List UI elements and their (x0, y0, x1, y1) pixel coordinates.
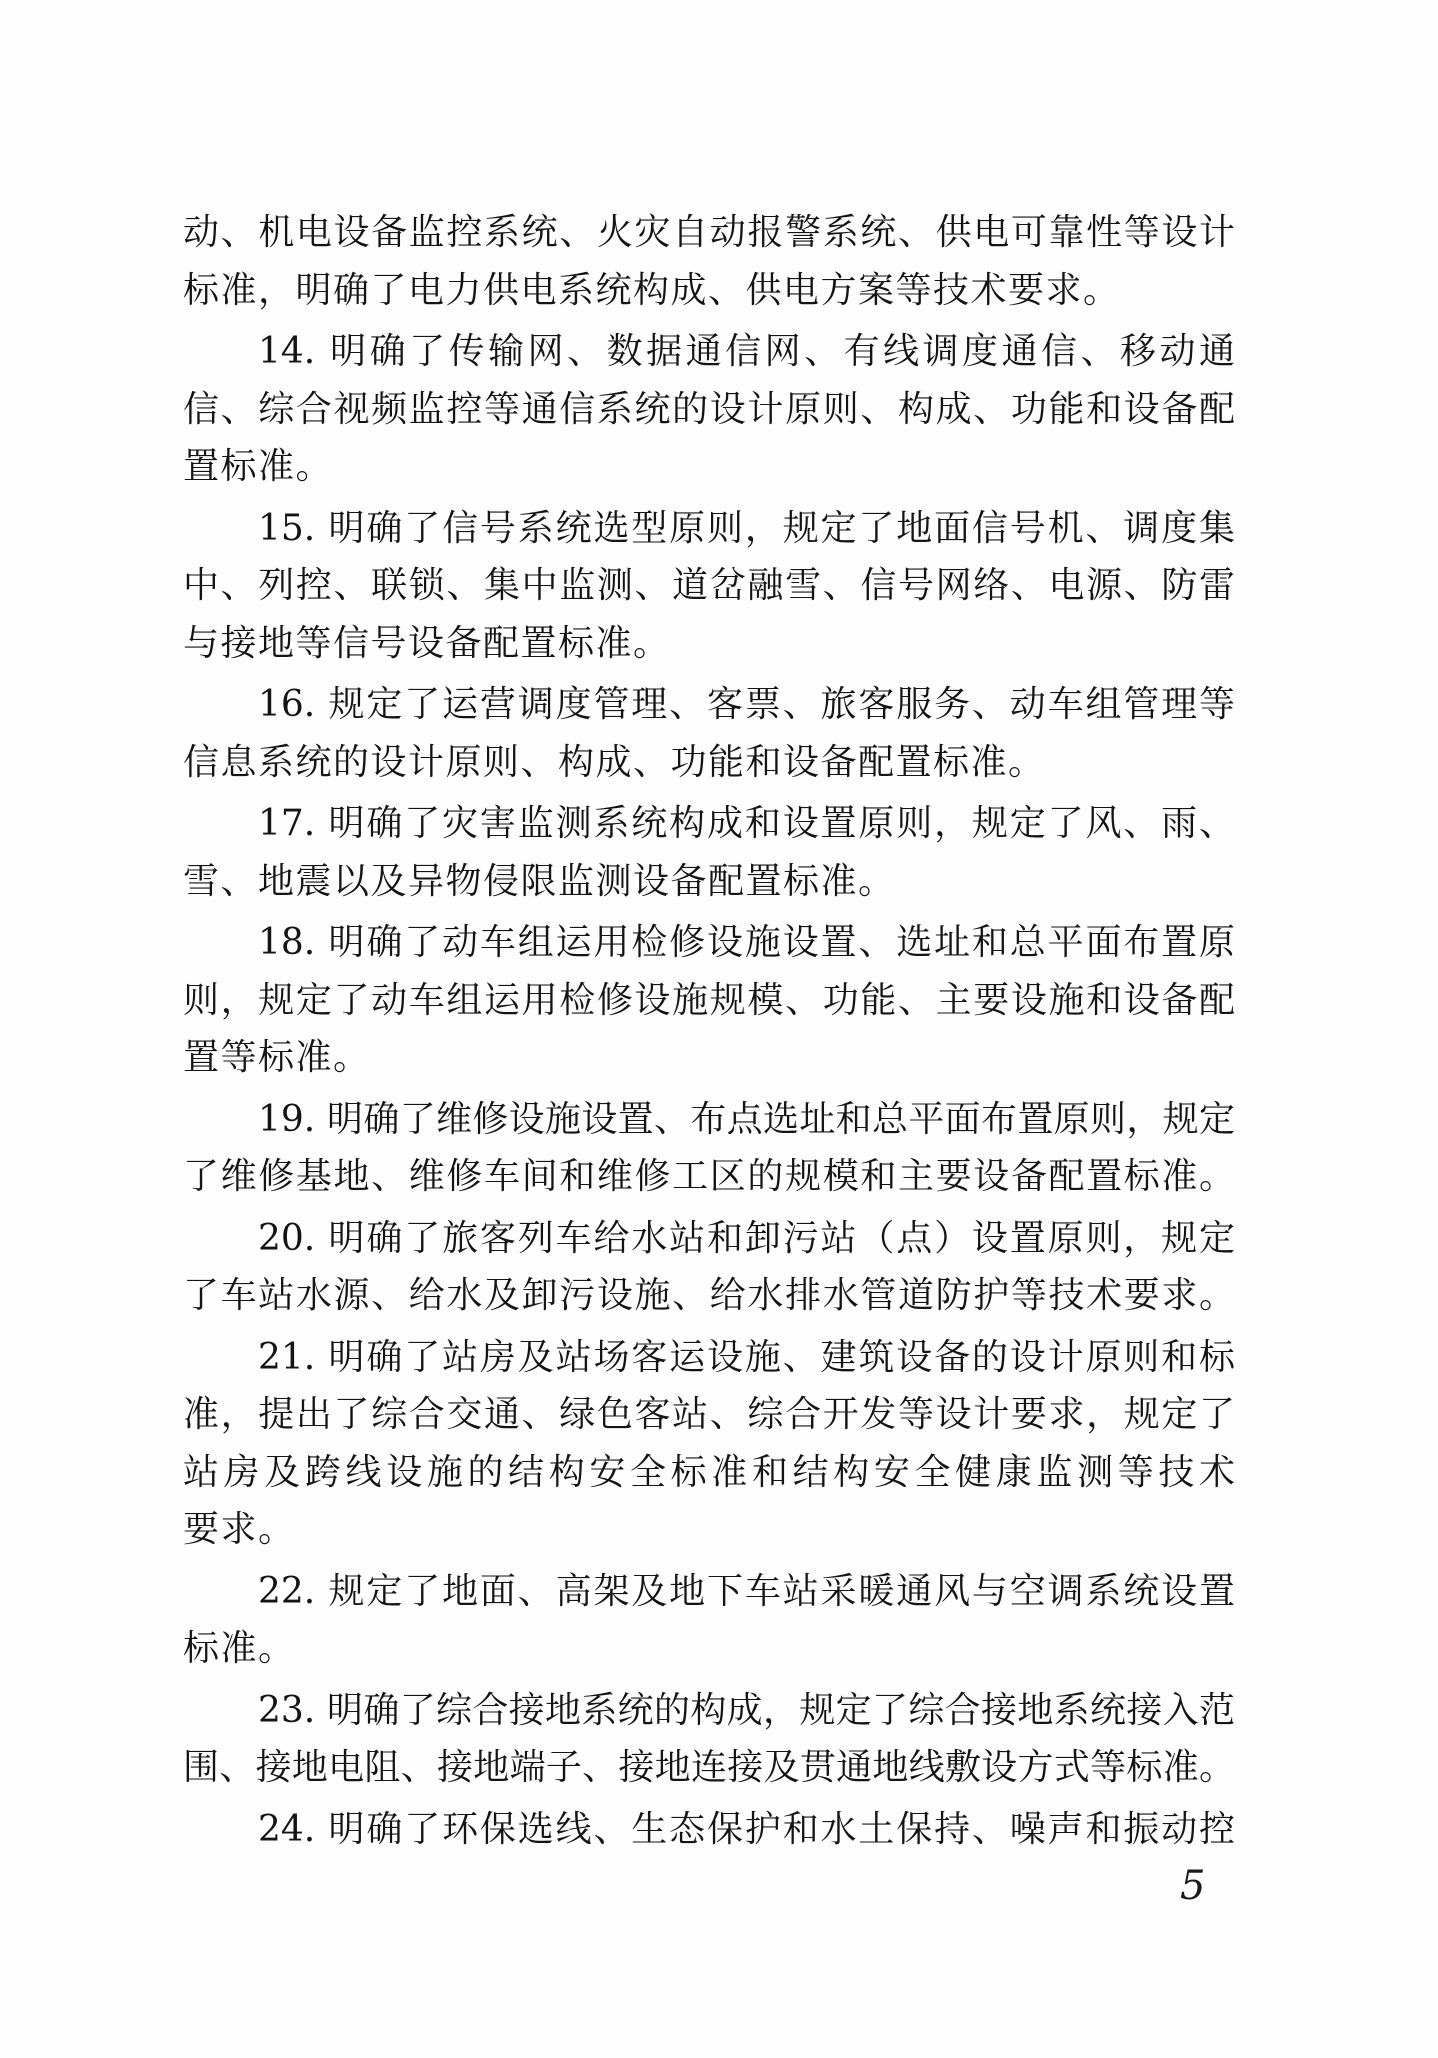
item-14-paragraph (183, 323, 1235, 496)
item-20-paragraph (183, 1210, 1235, 1325)
item-24-paragraph (183, 1801, 1235, 1859)
text-line: 15. 明确了信号系统选型原则，规定了地面信号机、调度集 (258, 507, 1235, 549)
text-line: 站房及跨线设施的结构安全标准和结构安全健康监测等技术 (183, 1451, 1235, 1493)
text-line: 准，提出了综合交通、绿色客站、综合开发等设计要求，规定了 (183, 1394, 1235, 1435)
text-line: 16. 规定了运营调度管理、客票、旅客服务、动车组管理等 (258, 684, 1235, 725)
text-line: 19. 明确了维修设施设置、布点选址和总平面布置原则，规定 (258, 1098, 1235, 1140)
text-line: 了车站水源、给水及卸污设施、给水排水管道防护等技术要求。 (183, 1275, 1235, 1316)
text-line: 信息系统的设计原则、构成、功能和设备配置标准。 (183, 741, 1046, 783)
text-line: 信、综合视频监控等通信系统的设计原则、构成、功能和设备配 (183, 388, 1235, 430)
item-23-paragraph (183, 1682, 1235, 1797)
text-line: 标准。 (183, 1628, 296, 1669)
text-line: 18. 明确了动车组运用检修设施设置、选址和总平面布置原 (258, 922, 1235, 963)
item-15-paragraph (183, 500, 1235, 673)
text-line: 雪、地震以及异物侵限监测设备配置标准。 (183, 860, 896, 902)
text-line: 23. 明确了综合接地系统的构成，规定了综合接地系统接入范 (258, 1689, 1235, 1731)
body-text (183, 204, 1235, 1862)
text-line: 21. 明确了站房及站场客运设施、建筑设备的设计原则和标 (258, 1336, 1235, 1378)
text-line: 置等标准。 (183, 1037, 371, 1078)
paragraph-continuation (183, 204, 1235, 319)
item-19-paragraph (183, 1091, 1235, 1206)
text-line: 14. 明确了传输网、数据通信网、有线调度通信、移动通 (258, 331, 1235, 372)
text-line: 动、机电设备监控系统、火灾自动报警系统、供电可靠性等设计 (183, 212, 1235, 253)
text-line: 了维修基地、维修车间和维修工区的规模和主要设备配置标准。 (183, 1156, 1235, 1197)
item-16-paragraph (183, 676, 1235, 791)
text-line: 20. 明确了旅客列车给水站和卸污站（点）设置原则，规定 (258, 1217, 1235, 1259)
text-line: 22. 规定了地面、高架及地下车站采暖通风与空调系统设置 (258, 1570, 1235, 1612)
item-17-paragraph (183, 795, 1235, 910)
item-22-paragraph (183, 1563, 1235, 1678)
text-line: 要求。 (183, 1509, 296, 1550)
text-line: 与接地等信号设备配置标准。 (183, 622, 671, 664)
text-line: 17. 明确了灾害监测系统构成和设置原则，规定了风、雨、 (258, 803, 1235, 844)
text-line: 标准，明确了电力供电系统构成、供电方案等技术要求。 (183, 269, 1121, 311)
page-number: 5 (1180, 1863, 1206, 1909)
text-line: 置标准。 (183, 446, 334, 487)
item-18-paragraph (183, 914, 1235, 1087)
text-line: 围、接地电阻、接地端子、接地连接及贯通地线敷设方式等标准。 (183, 1747, 1235, 1788)
item-21-paragraph (183, 1329, 1235, 1559)
text-line: 中、列控、联锁、集中监测、道岔融雪、信号网络、电源、防雷 (183, 565, 1235, 606)
text-line: 24. 明确了环保选线、生态保护和水土保持、噪声和振动控 (258, 1808, 1235, 1850)
text-line: 则，规定了动车组运用检修设施规模、功能、主要设施和设备配 (183, 979, 1235, 1021)
